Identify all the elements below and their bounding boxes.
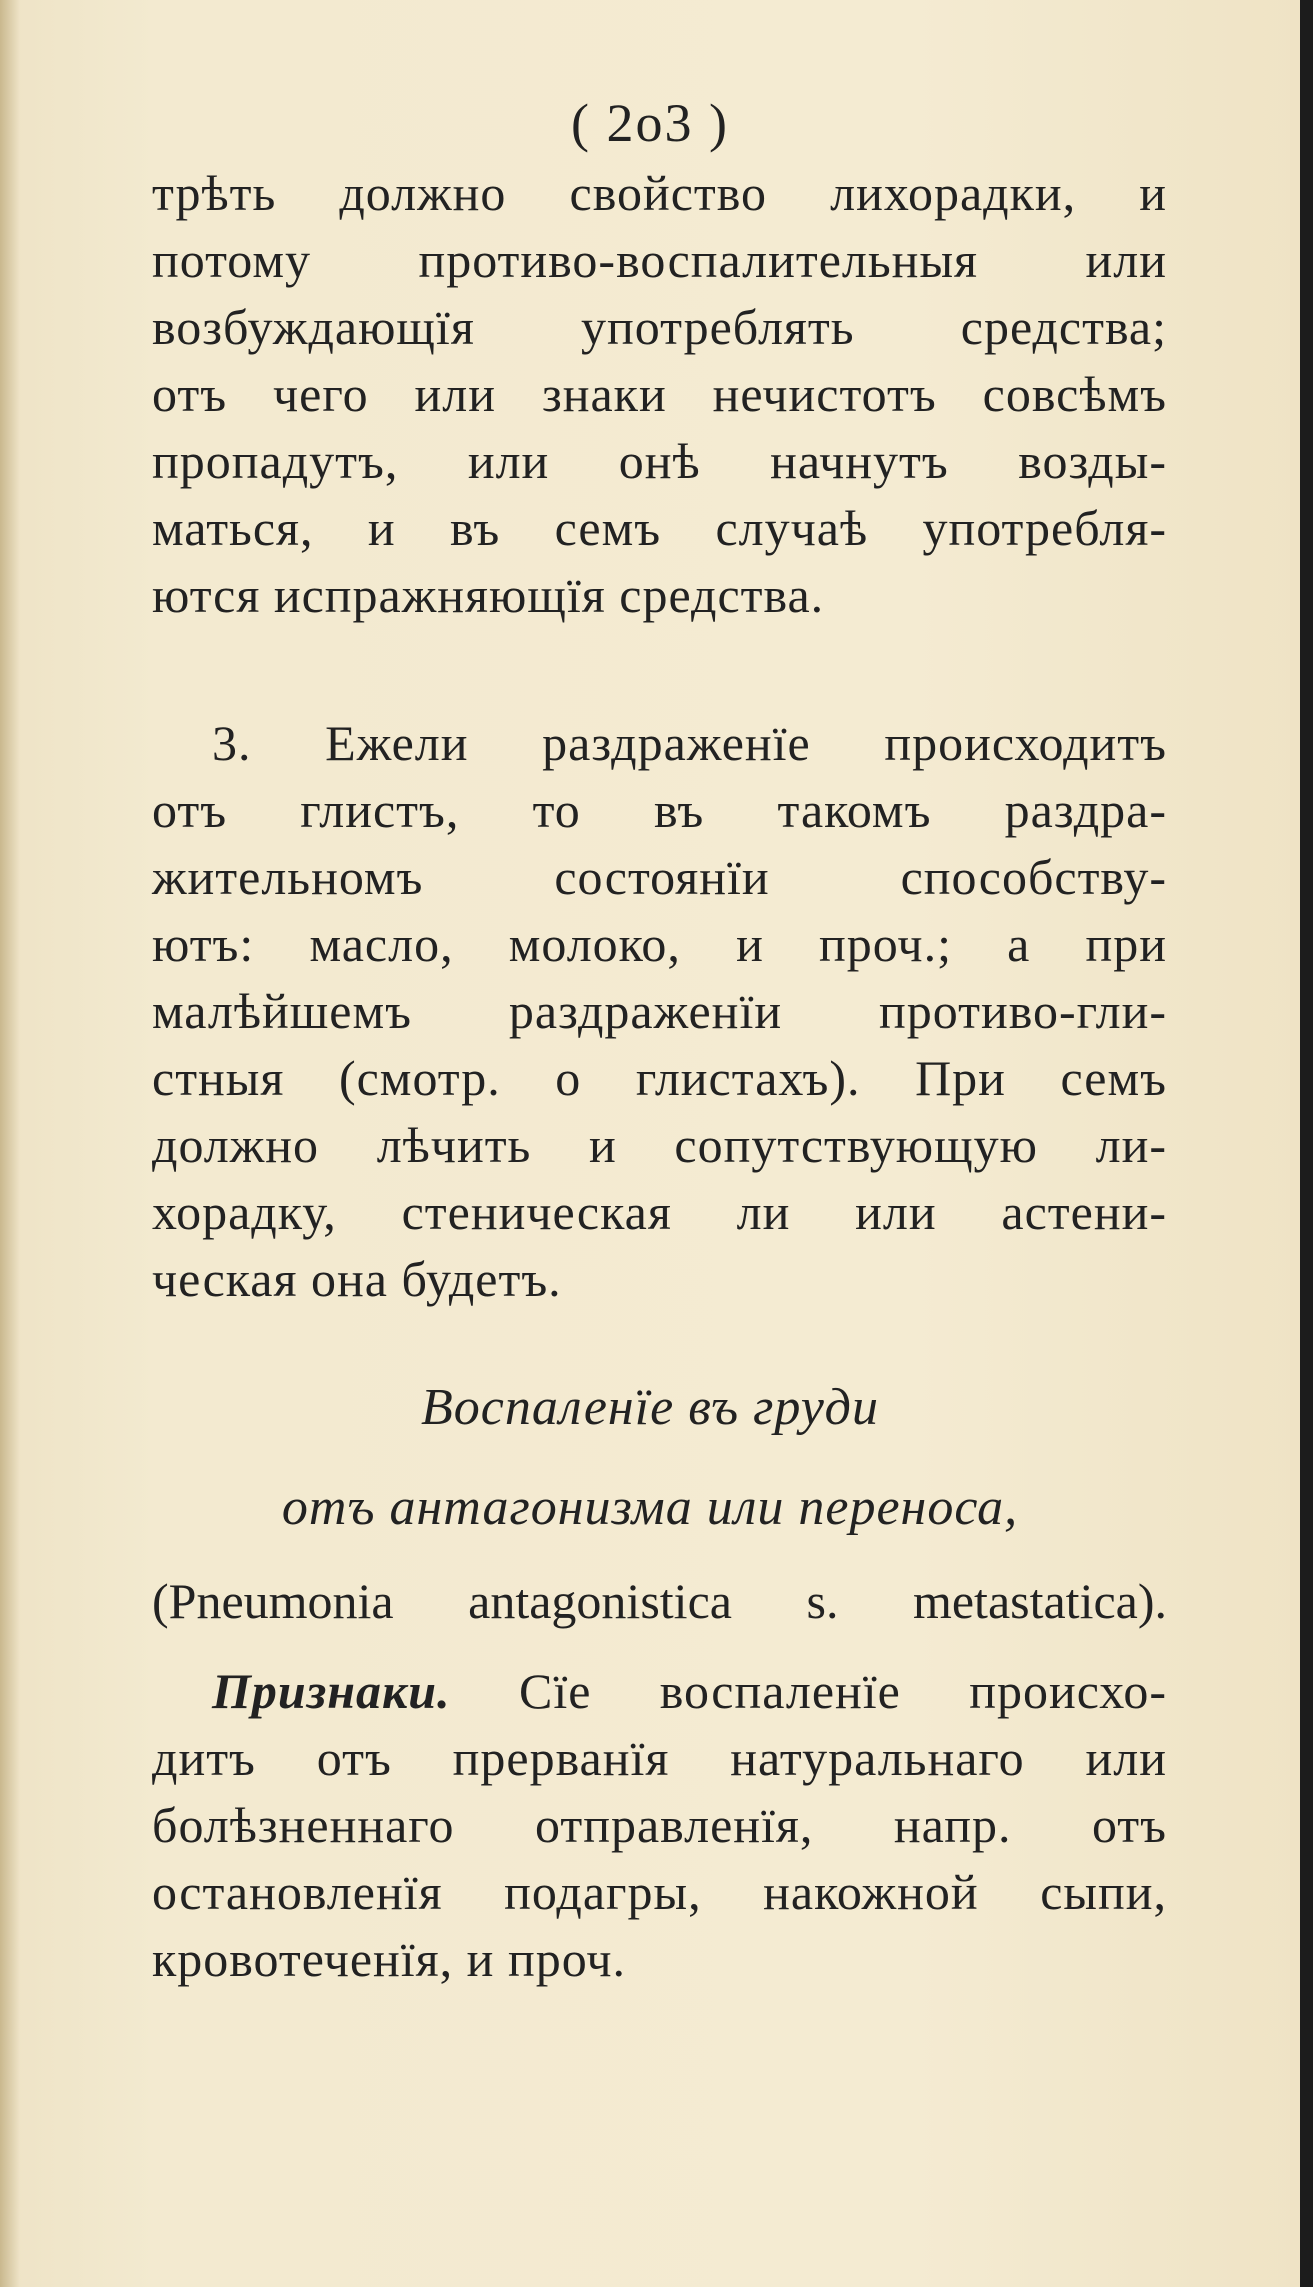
text-line: дитъ отъ прерванїя натуральнаго или bbox=[152, 1730, 1167, 1786]
text-line: пропадутъ, или онѣ начнутъ возды- bbox=[152, 433, 1167, 489]
text-line: трѣть должно свойство лихорадки, и bbox=[152, 165, 1167, 221]
text-line: стныя (смотр. о глистахъ). При семъ bbox=[152, 1050, 1167, 1106]
text-line: жительномъ состоянїи способству- bbox=[152, 849, 1167, 905]
page-edge-shadow bbox=[0, 0, 20, 2287]
text-line: хорадку, стеническая ли или астени- bbox=[152, 1184, 1167, 1240]
text-line: возбуждающїя употреблять средства; bbox=[152, 299, 1167, 355]
text-line: ческая она будетъ. bbox=[152, 1251, 562, 1307]
text-line: отъ чего или знаки нечистотъ совсѣмъ bbox=[152, 366, 1167, 422]
text-run: Сїе воспаленїе происхо- bbox=[518, 1663, 1168, 1719]
text-line bbox=[152, 1658, 1167, 1725]
paragraph-1 bbox=[152, 160, 1167, 629]
text-line: болѣзненнаго отправленїя, напр. отъ bbox=[152, 1797, 1167, 1853]
text-line: малѣйшемъ раздраженїи противо-гли- bbox=[152, 983, 1167, 1039]
text-line: должно лѣчить и сопутствующую ли- bbox=[152, 1117, 1167, 1173]
text-line: ются испражняющїя средства. bbox=[152, 567, 825, 623]
page-number: ( 2о3 ) bbox=[571, 93, 729, 153]
text-line: кровотеченїя, и проч. bbox=[152, 1931, 627, 1987]
text-line: потому противо-воспалительныя или bbox=[152, 232, 1167, 288]
paragraph-3 bbox=[152, 1658, 1167, 1993]
text-line: остановленїя подагры, накожной сыпи, bbox=[152, 1864, 1167, 1920]
section-subheading: отъ антагонизма или переноса, bbox=[281, 1479, 1019, 1536]
text-line: отъ глистъ, то въ такомъ раздра- bbox=[152, 782, 1167, 838]
paragraph-2 bbox=[152, 710, 1167, 1313]
latin-term: (Pneumonia antagonistica s. metastatica). bbox=[152, 1573, 1167, 1629]
section-heading: Воспаленїе въ груди bbox=[421, 1379, 879, 1436]
text-line: маться, и въ семъ случаѣ употребля- bbox=[152, 500, 1167, 556]
text-line: ютъ: масло, молоко, и проч.; а при bbox=[152, 916, 1167, 972]
text-line: 3. Ежели раздраженїе происходитъ bbox=[212, 715, 1167, 771]
run-in-heading: Признаки. bbox=[212, 1663, 451, 1719]
